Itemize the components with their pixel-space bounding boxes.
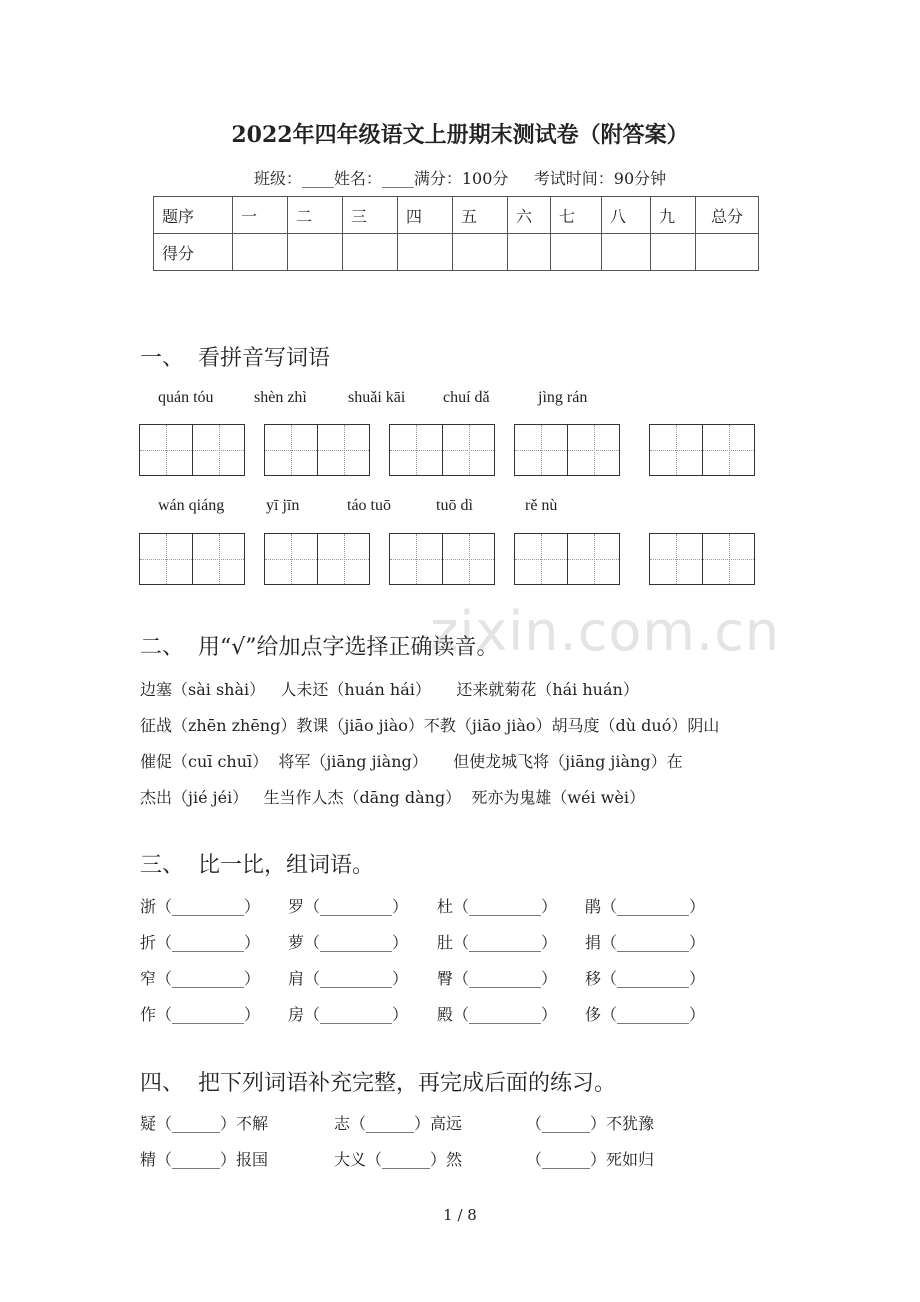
reading-choice-line: 催促（cuī chuī） 将军（jiāng jiàng） 但使龙城飞将（jiāng jiàng）在 (140, 752, 683, 771)
score-header-cell: 总分 (696, 197, 759, 234)
word-compare-item: 萝（_________） (288, 933, 409, 952)
score-header-cell: 五 (453, 197, 508, 234)
writing-grid[interactable] (139, 424, 245, 476)
writing-grid[interactable] (649, 533, 755, 585)
score-header-cell: 四 (398, 197, 453, 234)
word-compare-item: 折（_________） (140, 933, 261, 952)
pinyin-label: jìng rán (538, 389, 588, 406)
word-compare-item: 肚（_________） (437, 933, 558, 952)
score-cell[interactable] (551, 234, 602, 271)
idiom-fill-item: 疑（______）不解 (140, 1114, 269, 1133)
pinyin-label: shuǎi kāi (348, 389, 406, 406)
page-number: 1 / 8 (443, 1206, 477, 1224)
score-cell[interactable] (696, 234, 759, 271)
score-header-cell: 七 (551, 197, 602, 234)
pinyin-label: táo tuō (347, 497, 391, 514)
word-compare-item: 侈（_________） (585, 1005, 706, 1024)
word-compare-item: 捐（_________） (585, 933, 706, 952)
section-4-title: 四、 把下列词语补充完整，再完成后面的练习。 (140, 1071, 616, 1096)
score-header-cell: 八 (602, 197, 651, 234)
score-cell[interactable] (453, 234, 508, 271)
section-1-title: 一、 看拼音写词语 (140, 346, 330, 371)
writing-grid[interactable] (264, 533, 370, 585)
section-2-title: 二、 用“√”给加点字选择正确读音。 (140, 635, 499, 660)
score-cell[interactable] (343, 234, 398, 271)
writing-grid[interactable] (389, 424, 495, 476)
word-compare-item: 移（_________） (585, 969, 706, 988)
score-header-cell: 三 (343, 197, 398, 234)
score-cell[interactable] (233, 234, 288, 271)
writing-grid[interactable] (389, 533, 495, 585)
pinyin-label: chuí dǎ (443, 389, 490, 406)
score-cell[interactable] (602, 234, 651, 271)
word-compare-item: 肩（_________） (288, 969, 409, 988)
idiom-fill-item: 精（______）报国 (140, 1150, 269, 1169)
pinyin-label: yī jīn (266, 497, 300, 514)
pinyin-label: quán tóu (158, 389, 214, 406)
section-3-title: 三、 比一比，组词语。 (140, 853, 374, 878)
word-compare-item: 杜（_________） (437, 897, 558, 916)
writing-grid[interactable] (514, 424, 620, 476)
score-header-cell: 一 (233, 197, 288, 234)
word-compare-item: 鹃（_________） (585, 897, 706, 916)
score-value-row (154, 234, 759, 271)
score-header-cell: 题序 (154, 197, 233, 234)
score-header-cell: 二 (288, 197, 343, 234)
word-compare-item: 窄（_________） (140, 969, 261, 988)
word-compare-item: 作（_________） (140, 1005, 261, 1024)
reading-choice-line: 边塞（sài shài） 人未还（huán hái） 还来就菊花（hái huán） (140, 680, 639, 699)
word-compare-item: 殿（_________） (437, 1005, 558, 1024)
word-compare-item: 罗（_________） (288, 897, 409, 916)
score-row-label: 得分 (154, 234, 233, 271)
score-header-cell: 六 (508, 197, 551, 234)
reading-choice-line: 杰出（jié jéi） 生当作人杰（dāng dàng） 死亦为鬼雄（wéi wèi） (140, 788, 646, 807)
score-cell[interactable] (398, 234, 453, 271)
pinyin-label: rě nù (525, 497, 558, 514)
exam-info: 班级：____姓名：____满分：100分 考试时间：90分钟 (253, 169, 667, 188)
word-compare-item: 房（_________） (288, 1005, 409, 1024)
score-table (153, 196, 759, 271)
idiom-fill-item: 大义（______）然 (334, 1150, 463, 1169)
idiom-fill-item: 志（______）高远 (334, 1114, 463, 1133)
pinyin-label: wán qiáng (158, 497, 225, 514)
writing-grid[interactable] (514, 533, 620, 585)
word-compare-item: 浙（_________） (140, 897, 261, 916)
writing-grid[interactable] (139, 533, 245, 585)
score-cell[interactable] (508, 234, 551, 271)
watermark: zixin.com.cn (430, 600, 781, 663)
score-header-row (154, 197, 759, 234)
writing-grid[interactable] (264, 424, 370, 476)
idiom-fill-item: （______）不犹豫 (526, 1114, 655, 1133)
reading-choice-line: 征战（zhēn zhēng）教课（jiāo jiào）不教（jiāo jiào）胡马度（dù duó）阴山 (140, 716, 720, 735)
word-compare-item: 臀（_________） (437, 969, 558, 988)
score-cell[interactable] (651, 234, 696, 271)
score-cell[interactable] (288, 234, 343, 271)
page-title: 2022年四年级语文上册期末测试卷（附答案） (231, 122, 689, 148)
pinyin-label: tuō dì (436, 497, 473, 514)
score-header-cell: 九 (651, 197, 696, 234)
pinyin-label: shèn zhì (254, 389, 307, 406)
idiom-fill-item: （______）死如归 (526, 1150, 655, 1169)
writing-grid[interactable] (649, 424, 755, 476)
